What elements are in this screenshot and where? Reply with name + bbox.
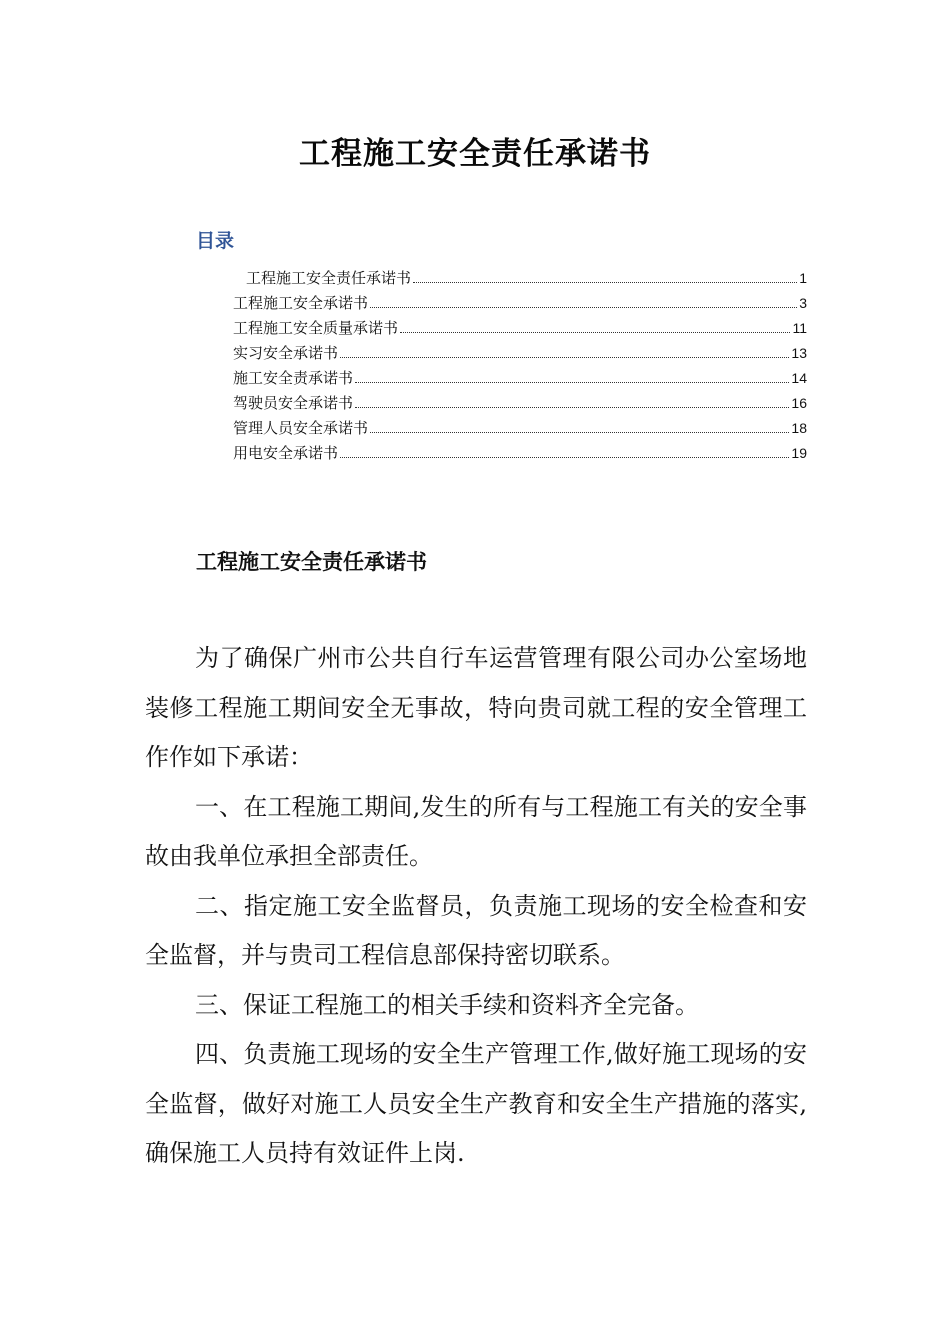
toc-entry-label: 工程施工安全质量承诺书 bbox=[233, 319, 399, 337]
toc-entry[interactable] bbox=[233, 366, 807, 391]
body-paragraph: 三、保证工程施工的相关手续和资料齐全完备。 bbox=[195, 990, 699, 1019]
toc-dot-leader bbox=[370, 306, 797, 308]
toc-entry[interactable] bbox=[233, 416, 807, 441]
toc-heading: 目录 bbox=[196, 230, 235, 252]
toc-dot-leader bbox=[413, 281, 797, 283]
toc-entry-label: 管理人员安全承诺书 bbox=[233, 419, 369, 437]
toc-entry[interactable] bbox=[233, 291, 807, 316]
section-heading: 工程施工安全责任承诺书 bbox=[196, 550, 427, 574]
toc-entry-page: 19 bbox=[791, 445, 807, 461]
toc-dot-leader bbox=[340, 356, 789, 358]
toc-entry[interactable] bbox=[233, 266, 807, 291]
toc-entry-label: 工程施工安全责任承诺书 bbox=[246, 269, 412, 287]
toc-entry[interactable] bbox=[233, 441, 807, 466]
toc-entry-label: 实习安全承诺书 bbox=[233, 344, 339, 362]
body-paragraph: 为了确保广州市公共自行车运营管理有限公司办公室场地装修工程施工期间安全无事故，特向贵司就工程的安全管理工作作如下承诺： bbox=[145, 644, 807, 771]
document-body bbox=[145, 634, 807, 1179]
toc-entry-label: 驾驶员安全承诺书 bbox=[233, 394, 354, 412]
toc-entry-page: 14 bbox=[791, 370, 807, 386]
toc-dot-leader bbox=[340, 456, 789, 458]
toc-entry-page: 11 bbox=[792, 320, 807, 336]
toc-entry-label: 用电安全承诺书 bbox=[233, 444, 339, 462]
toc-entry[interactable] bbox=[233, 316, 807, 341]
toc-entry[interactable] bbox=[233, 341, 807, 366]
toc-entry[interactable] bbox=[233, 391, 807, 416]
document-title: 工程施工安全责任承诺书 bbox=[299, 136, 651, 172]
toc-entry-page: 1 bbox=[799, 270, 807, 286]
toc-dot-leader bbox=[370, 431, 789, 433]
toc-entry-label: 工程施工安全承诺书 bbox=[233, 294, 369, 312]
toc-entry-page: 3 bbox=[799, 295, 807, 311]
toc-entry-page: 13 bbox=[791, 345, 807, 361]
table-of-contents bbox=[233, 266, 807, 466]
toc-dot-leader bbox=[355, 406, 789, 408]
toc-entry-page: 18 bbox=[791, 420, 807, 436]
toc-dot-leader bbox=[400, 331, 790, 333]
body-paragraph: 一、在工程施工期间,发生的所有与工程施工有关的安全事故由我单位承担全部责任。 bbox=[145, 792, 807, 870]
body-paragraph: 四、负责施工现场的安全生产管理工作,做好施工现场的安全监督，做好对施工人员安全生产教育和安全生产措施的落实,确保施工人员持有效证件上岗. bbox=[145, 1040, 807, 1167]
toc-entry-page: 16 bbox=[791, 395, 807, 411]
toc-entry-label: 施工安全责承诺书 bbox=[233, 369, 354, 387]
toc-dot-leader bbox=[355, 381, 789, 383]
body-paragraph: 二、指定施工安全监督员，负责施工现场的安全检查和安全监督，并与贵司工程信息部保持密切联系。 bbox=[145, 891, 807, 969]
